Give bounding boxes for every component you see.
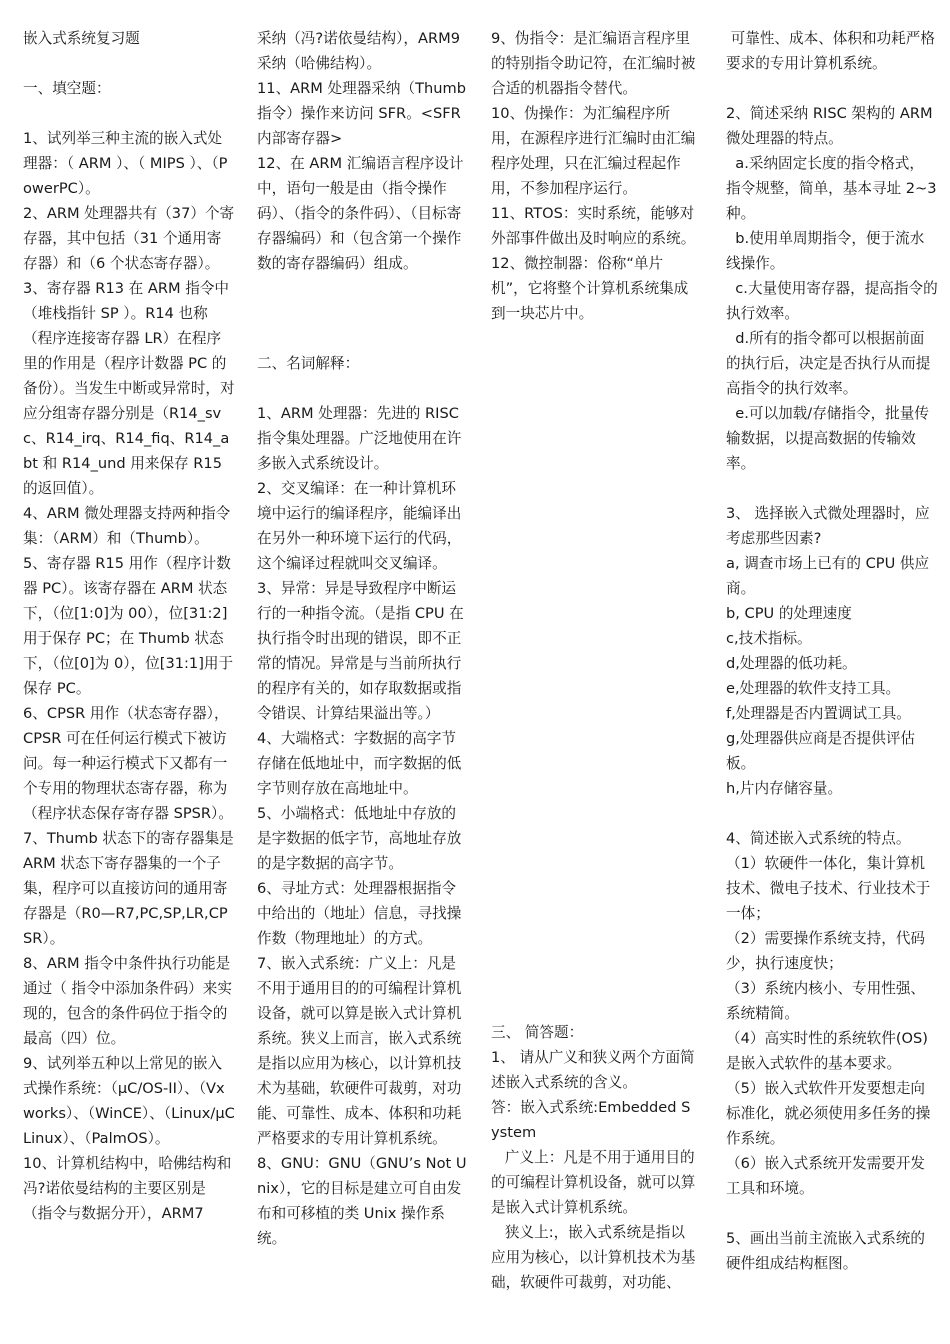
term-definition: 3、异常：异是导致程序中断运行的一种指令流。（是指 CPU 在执行指令时出现的错误，即不正常的情况。异常是与当前所执行的程序有关的，如存取数据或指令错误、计算结果溢出等。） [257,580,464,722]
answer-item: c.大量使用寄存器，提高指令的执行效率。 [726,280,938,322]
answer-paragraph: 狭义上:，嵌入式系统是指以应用为核心，以计算机技术为基础，软硬件可裁剪，对功能、 [491,1224,696,1291]
answer-item: e.可以加载/存储指令，批量传输数据，以提高数据的传输效率。 [726,405,929,472]
question-paragraph: 3、寄存器 R13 在 ARM 指令中（堆栈指针 SP ）。R14 也称（程序连接寄存器 LR）在程序里的作用是（程序计数器 PC 的备份）。当发生中断或异常时，对应分组寄存器分别是（R14_svc、R14_irq、R14_fiq、R14_abt 和 R14_und 用来保存 R15 的返回值）。 [23,280,235,497]
column-3 [491,26,696,1291]
question-paragraph: 6、CPSR 用作（状态寄存器），CPSR 可在任何运行模式下被访问。每一种运行模式下又都有一个专用的物理状态寄存器，称为（程序状态保存寄存器 SPSR）。 [23,705,233,822]
term-definition: 6、寻址方式：处理器根据指令中给出的（地址）信息，寻找操作数（物理地址）的方式。 [257,880,462,947]
answer-paragraph: 答：嵌入式系统:Embedded System [491,1099,691,1141]
answer-item: （2）需要操作系统支持，代码少，执行速度快； [726,930,926,972]
question-heading: 3、 选择嵌入式微处理器时，应考虑那些因素? [726,505,930,547]
question-paragraph: 4、ARM 微处理器支持两种指令集：（ARM）和（Thumb）。 [23,505,231,547]
answer-item: b, CPU 的处理速度 [726,605,852,622]
column-2 [257,26,469,1251]
answer-item: （3）系统内核小、专用性强、系统精简。 [726,980,926,1022]
question-paragraph: 8、ARM 指令中条件执行功能是通过（ 指令中添加条件码）来实现的，包含的条件码位于指令的最高（四）位。 [23,955,232,1047]
answer-item: h,片内存储容量。 [726,780,843,797]
question-paragraph: 12、在 ARM 汇编语言程序设计中，语句一般是由（指令操作码）、（指令的条件码）、（目标寄存器编码）和（包含第一个操作数的寄存器编码）组成。 [257,155,464,272]
answer-item: c,技术指标。 [726,630,812,647]
answer-item: （6）嵌入式系统开发需要开发工具和环境。 [726,1155,926,1197]
term-definition: 7、嵌入式系统：广义上：凡是不用于通用目的的可编程计算机设备，就可以算是嵌入式计算机系统。狭义上而言，嵌入式系统是指以应用为核心，以计算机技术为基础，软硬件可裁剪，对功能、可靠性、成本、体积和功耗严格要求的专用计算机系统。 [257,955,462,1147]
answer-item: b.使用单周期指令，便于流水线操作。 [726,230,925,272]
column-4 [726,26,942,1276]
question-paragraph: 1、试列举三种主流的嵌入式处理器：（ ARM ）、（ MIPS ）、（PowerPC）。 [23,130,228,197]
question-heading: 2、简述采纳 RISC 架构的 ARM 微处理器的特点。 [726,105,938,147]
answer-item: （5）嵌入式软件开发要想走向标准化，就必须使用多任务的操作系统。 [726,1080,931,1147]
answer-item: a.采纳固定长度的指令格式，指令规整，简单，基本寻址 2~3 种。 [726,155,942,222]
answer-item: d.所有的指令都可以根据前面的执行后，决定是否执行从而提高指令的执行效率。 [726,330,931,397]
question-paragraph: 5、寄存器 R15 用作（程序计数器 PC）。该寄存器在 ARM 状态下，（位[1:0]为 00），位[31:2]用于保存 PC；在 Thumb 状态下，（位[0]为 0），位[31:1]用于保存 PC。 [23,555,234,697]
column-1 [23,26,239,1226]
term-definition: 1、ARM 处理器：先进的 RISC 指令集处理器。广泛地使用在许多嵌入式系统设计。 [257,405,464,472]
term-definition: 8、GNU：GNU（GNU’s Not Unix），它的目标是建立可自由发布和可移植的类 Unix 操作系统。 [257,1155,467,1247]
answer-paragraph: 1、 请从广义和狭义两个方面简述嵌入式系统的含义。 [491,1049,695,1091]
question-paragraph: 9、试列举五种以上常见的嵌入式操作系统：（μC/OS-II）、（Vxworks）、（WinCE）、（Linux/μCLinux）、（PalmOS）。 [23,1055,235,1147]
document-title: 嵌入式系统复习题 [23,30,140,47]
short-answer-section [491,1020,696,1295]
question-heading: 5、画出当前主流嵌入式系统的硬件组成结构框图。 [726,1230,926,1272]
question-paragraph: 10、计算机结构中，哈佛结构和冯?诺依曼结构的主要区别是（指令与数据分开），ARM7 [23,1155,232,1222]
term-definition: 10、伪操作：为汇编程序所用，在源程序进行汇编时由汇编程序处理，只在汇编过程起作用，不参加程序运行。 [491,105,696,197]
answer-item: f,处理器是否内置调试工具。 [726,705,911,722]
question-paragraph: 采纳（冯?诺依曼结构），ARM9 采纳（哈佛结构）。 [257,30,465,72]
term-definition: 5、小端格式：低地址中存放的是字数据的低字节，高地址存放的是字数据的高字节。 [257,805,462,872]
question-paragraph: 2、ARM 处理器共有（37）个寄存器，其中包括（31 个通用寄存器）和（6 个状态寄存器）。 [23,205,235,272]
answer-paragraph: 可靠性、成本、体积和功耗严格要求的专用计算机系统。 [726,30,935,72]
question-heading: 4、简述嵌入式系统的特点。 [726,830,911,847]
question-paragraph: 7、Thumb 状态下的寄存器集是 ARM 状态下寄存器集的一个子集，程序可以直接访问的通用寄存器是（R0—R7,PC,SP,LR,CPSR）。 [23,830,239,947]
answer-item: g,处理器供应商是否提供评估板。 [726,730,916,772]
answer-item: a, 调查市场上已有的 CPU 供应商。 [726,555,930,597]
answer-item: d,处理器的低功耗。 [726,655,857,672]
answer-item: （4）高实时性的系统软件(OS)是嵌入式软件的基本要求。 [726,1030,928,1072]
question-paragraph: 11、ARM 处理器采纳（Thumb 指令）操作来访问 SFR。<SFR 内部寄存器> [257,80,471,147]
term-definition: 2、交叉编译：在一种计算机环境中运行的编译程序，能编译出在另外一种环境下运行的代码，这个编译过程就叫交叉编译。 [257,480,462,572]
term-definition: 11、RTOS：实时系统，能够对外部事件做出及时响应的系统。 [491,205,696,247]
term-definition: 9、伪指令：是汇编语言程序里的特别指令助记符，在汇编时被合适的机器指令替代。 [491,30,696,97]
section-heading-fill-in: 一、填空题： [23,80,111,97]
section-heading-short-answer: 三、 简答题： [491,1024,584,1041]
section-heading-terms: 二、名词解释： [257,355,360,372]
term-definition: 4、大端格式：字数据的高字节存储在低地址中，而字数据的低字节则存放在高地址中。 [257,730,462,797]
term-definition: 12、微控制器：俗称“单片机”，它将整个计算机系统集成到一块芯片中。 [491,255,689,322]
answer-paragraph: 广义上：凡是不用于通用目的的可编程计算机设备，就可以算是嵌入式计算机系统。 [491,1149,696,1216]
answer-item: e,处理器的软件支持工具。 [726,680,901,697]
answer-item: （1）软硬件一体化，集计算机技术、微电子技术、行业技术于一体； [726,855,931,922]
